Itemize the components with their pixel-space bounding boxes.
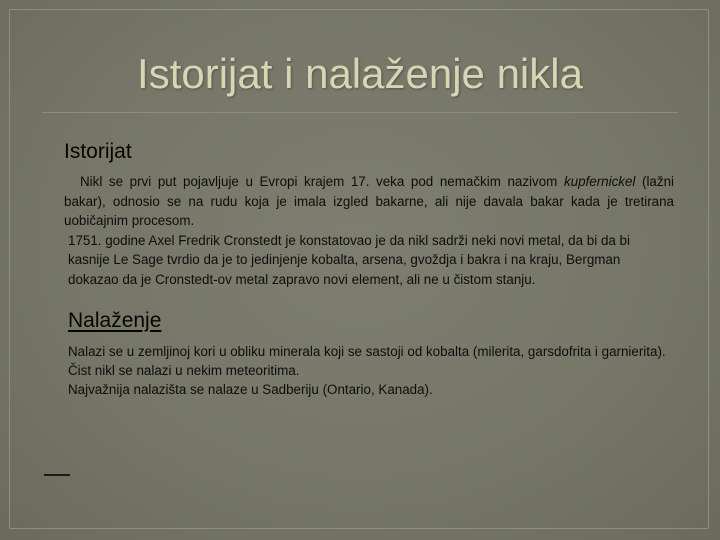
slide-title: Istorijat i nalaženje nikla bbox=[137, 50, 583, 97]
occurrence-line-3: Najvažnija nalazišta se nalaze u Sadberiju (Ontario, Kanada). bbox=[68, 382, 433, 397]
occurrence-list bbox=[64, 342, 674, 399]
footer-dash bbox=[44, 474, 70, 476]
history-p1-rest: (lažni bakar), odnosio se na rudu koja je imala izgled bakarne, ali nije davala bakar kada je tretirana uobičajnim procesom. bbox=[64, 174, 674, 228]
history-p1-start: Nikl se prvi put pojavljuje u Evropi krajem 17. veka pod nemačkim nazivom bbox=[80, 174, 558, 189]
history-p1-italic: kupfernickel bbox=[563, 174, 636, 189]
slide-content bbox=[64, 140, 674, 399]
occurrence-heading: Nalaženje bbox=[68, 309, 162, 332]
title-divider bbox=[42, 112, 678, 113]
history-heading: Istorijat bbox=[64, 140, 132, 163]
occurrence-line-2: Čist nikl se nalazi u nekim meteoritima. bbox=[68, 363, 300, 378]
history-p2-text: 1751. godine Axel Fredrik Cronstedt je konstatovao je da nikl sadrži neki novi metal, da bi da bi kasnije Le Sage tvrdio da je to jedinjenje kobalta, arsena, gvoždja i bakra i na kraju, Bergman dokazao da je Cronstedt-ov metal zapravo novi element, ali ne u čistom stanju. bbox=[68, 232, 630, 287]
history-paragraph-1 bbox=[64, 172, 674, 231]
history-paragraph-2 bbox=[64, 231, 674, 290]
occurrence-line-1: Nalazi se u zemljinoj kori u obliku minerala koji se sastoji od kobalta (milerita, garsdofrita i garnierita). bbox=[68, 344, 666, 359]
